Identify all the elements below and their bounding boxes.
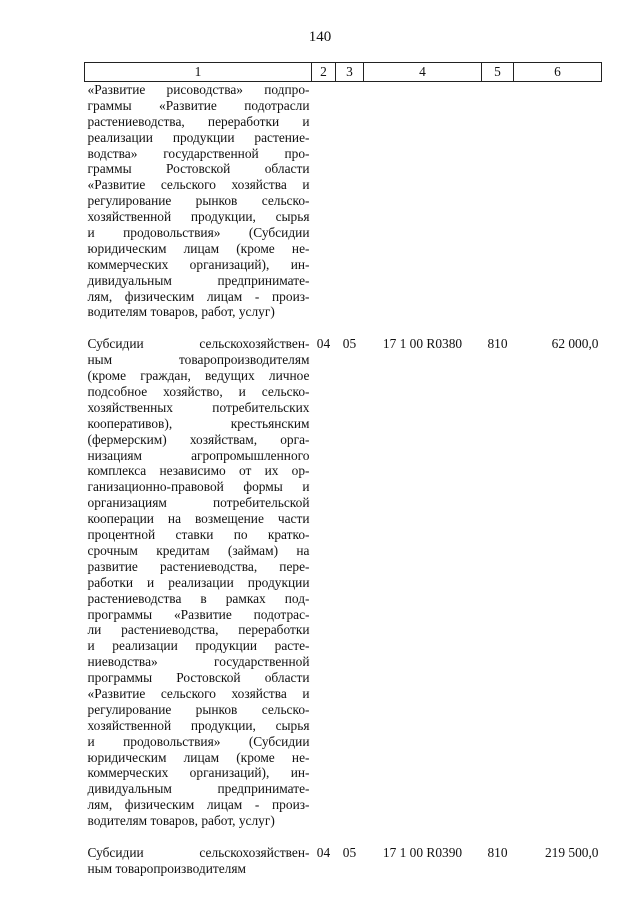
amount xyxy=(514,82,602,327)
description-line: Субсидии сельскохозяйствен- xyxy=(87,336,310,352)
column-header-5: 5 xyxy=(482,63,514,82)
description-line: (фермерским) хозяйствам, орга- xyxy=(87,431,310,447)
description-line: программы «Развитие подотрас- xyxy=(87,606,310,622)
description-line: регулирование рынков сельско- xyxy=(87,193,310,209)
description-line: «Развитие сельского хозяйства и xyxy=(87,685,310,701)
expense-type-code: 810 xyxy=(487,844,508,860)
amount: 219 500,0 xyxy=(544,844,599,860)
description-line: развитие растениеводства, пере- xyxy=(87,558,310,574)
table-body xyxy=(85,82,602,883)
description-line: растениеводства в рамках под- xyxy=(87,590,310,606)
description-line: водства» государственной про- xyxy=(87,145,310,161)
description-line: процентной ставки по кратко- xyxy=(87,527,310,543)
description-line: лям, физическим лицам - произ- xyxy=(87,288,310,304)
description-line: и реализации продукции расте- xyxy=(87,638,310,654)
table-row xyxy=(85,82,602,327)
description-line: хозяйственной продукции, сырья xyxy=(87,209,310,225)
column-header-3: 3 xyxy=(336,63,364,82)
description-line: ным товаропроизводителям xyxy=(87,352,310,368)
description-line: юридическим лицам (кроме не- xyxy=(87,749,310,765)
description-line: и продовольствия» (Субсидии xyxy=(87,733,310,749)
row-description xyxy=(85,82,312,327)
description-line: кооперативов), крестьянским xyxy=(87,415,310,431)
description-line: растениеводства, переработки и xyxy=(87,113,310,129)
subsection-code xyxy=(336,82,364,327)
table-row xyxy=(85,326,602,835)
description-line: юридическим лицам (кроме не- xyxy=(87,240,310,256)
description-line: лям, физическим лицам - произ- xyxy=(87,797,310,813)
row-description xyxy=(85,835,312,883)
description-line: и продовольствия» (Субсидии xyxy=(87,225,310,241)
description-line: дивидуальным предпринимате- xyxy=(87,272,310,288)
table-row xyxy=(85,835,602,883)
column-header-1: 1 xyxy=(85,63,312,82)
section-code: 04 xyxy=(316,336,331,352)
description-line: подсобное хозяйство, и сельско- xyxy=(87,384,310,400)
description-line: реализации продукции растение- xyxy=(87,129,310,145)
description-line: работки и реализации продукции xyxy=(87,574,310,590)
target-article-code xyxy=(364,82,482,327)
description-line: коммерческих организаций), ин- xyxy=(87,256,310,272)
description-line: ганизационно-правовой формы и xyxy=(87,479,310,495)
section-code xyxy=(312,82,336,327)
description-line: водителям товаров, работ, услуг) xyxy=(87,813,275,829)
target-article-code: 17 1 00 R0390 xyxy=(382,844,463,860)
description-line: срочным кредитам (займам) на xyxy=(87,542,310,558)
description-line: ли растениеводства, переработки xyxy=(87,622,310,638)
expense-type-code xyxy=(482,82,514,327)
description-line: комплекса независимо от их ор- xyxy=(87,463,310,479)
target-article-code: 17 1 00 R0380 xyxy=(382,336,463,352)
description-line: дивидуальным предпринимате- xyxy=(87,781,310,797)
subsection-code: 05 xyxy=(342,336,357,352)
description-line: водителям товаров, работ, услуг) xyxy=(87,304,275,320)
description-line: хозяйственной продукции, сырья xyxy=(87,717,310,733)
description-line: ниеводства» государственной xyxy=(87,654,310,670)
description-line: организациям потребительской xyxy=(87,495,310,511)
description-line: низациям агропромышленного xyxy=(87,447,310,463)
description-line: хозяйственных потребительских xyxy=(87,399,310,415)
budget-table xyxy=(84,62,602,883)
description-line: регулирование рынков сельско- xyxy=(87,701,310,717)
description-line: кооперации на возмещение части xyxy=(87,511,310,527)
page-number: 140 xyxy=(308,29,332,45)
amount: 62 000,0 xyxy=(551,336,599,352)
description-line: коммерческих организаций), ин- xyxy=(87,765,310,781)
table-header-row xyxy=(85,63,602,82)
description-line: граммы «Развитие подотрасли xyxy=(87,97,310,113)
description-line: «Развитие рисоводства» подпро- xyxy=(87,82,310,97)
description-line: программы Ростовской области xyxy=(87,670,310,686)
column-header-4: 4 xyxy=(364,63,482,82)
section-code: 04 xyxy=(316,844,331,860)
column-header-2: 2 xyxy=(312,63,336,82)
description-line: «Развитие сельского хозяйства и xyxy=(87,177,310,193)
row-description xyxy=(85,326,312,835)
expense-type-code: 810 xyxy=(487,336,508,352)
subsection-code: 05 xyxy=(342,844,357,860)
description-line: граммы Ростовской области xyxy=(87,161,310,177)
description-line: ным товаропроизводителям xyxy=(87,860,246,876)
column-header-6: 6 xyxy=(514,63,602,82)
description-line: Субсидии сельскохозяйствен- xyxy=(87,844,310,860)
description-line: (кроме граждан, ведущих личное xyxy=(87,368,310,384)
